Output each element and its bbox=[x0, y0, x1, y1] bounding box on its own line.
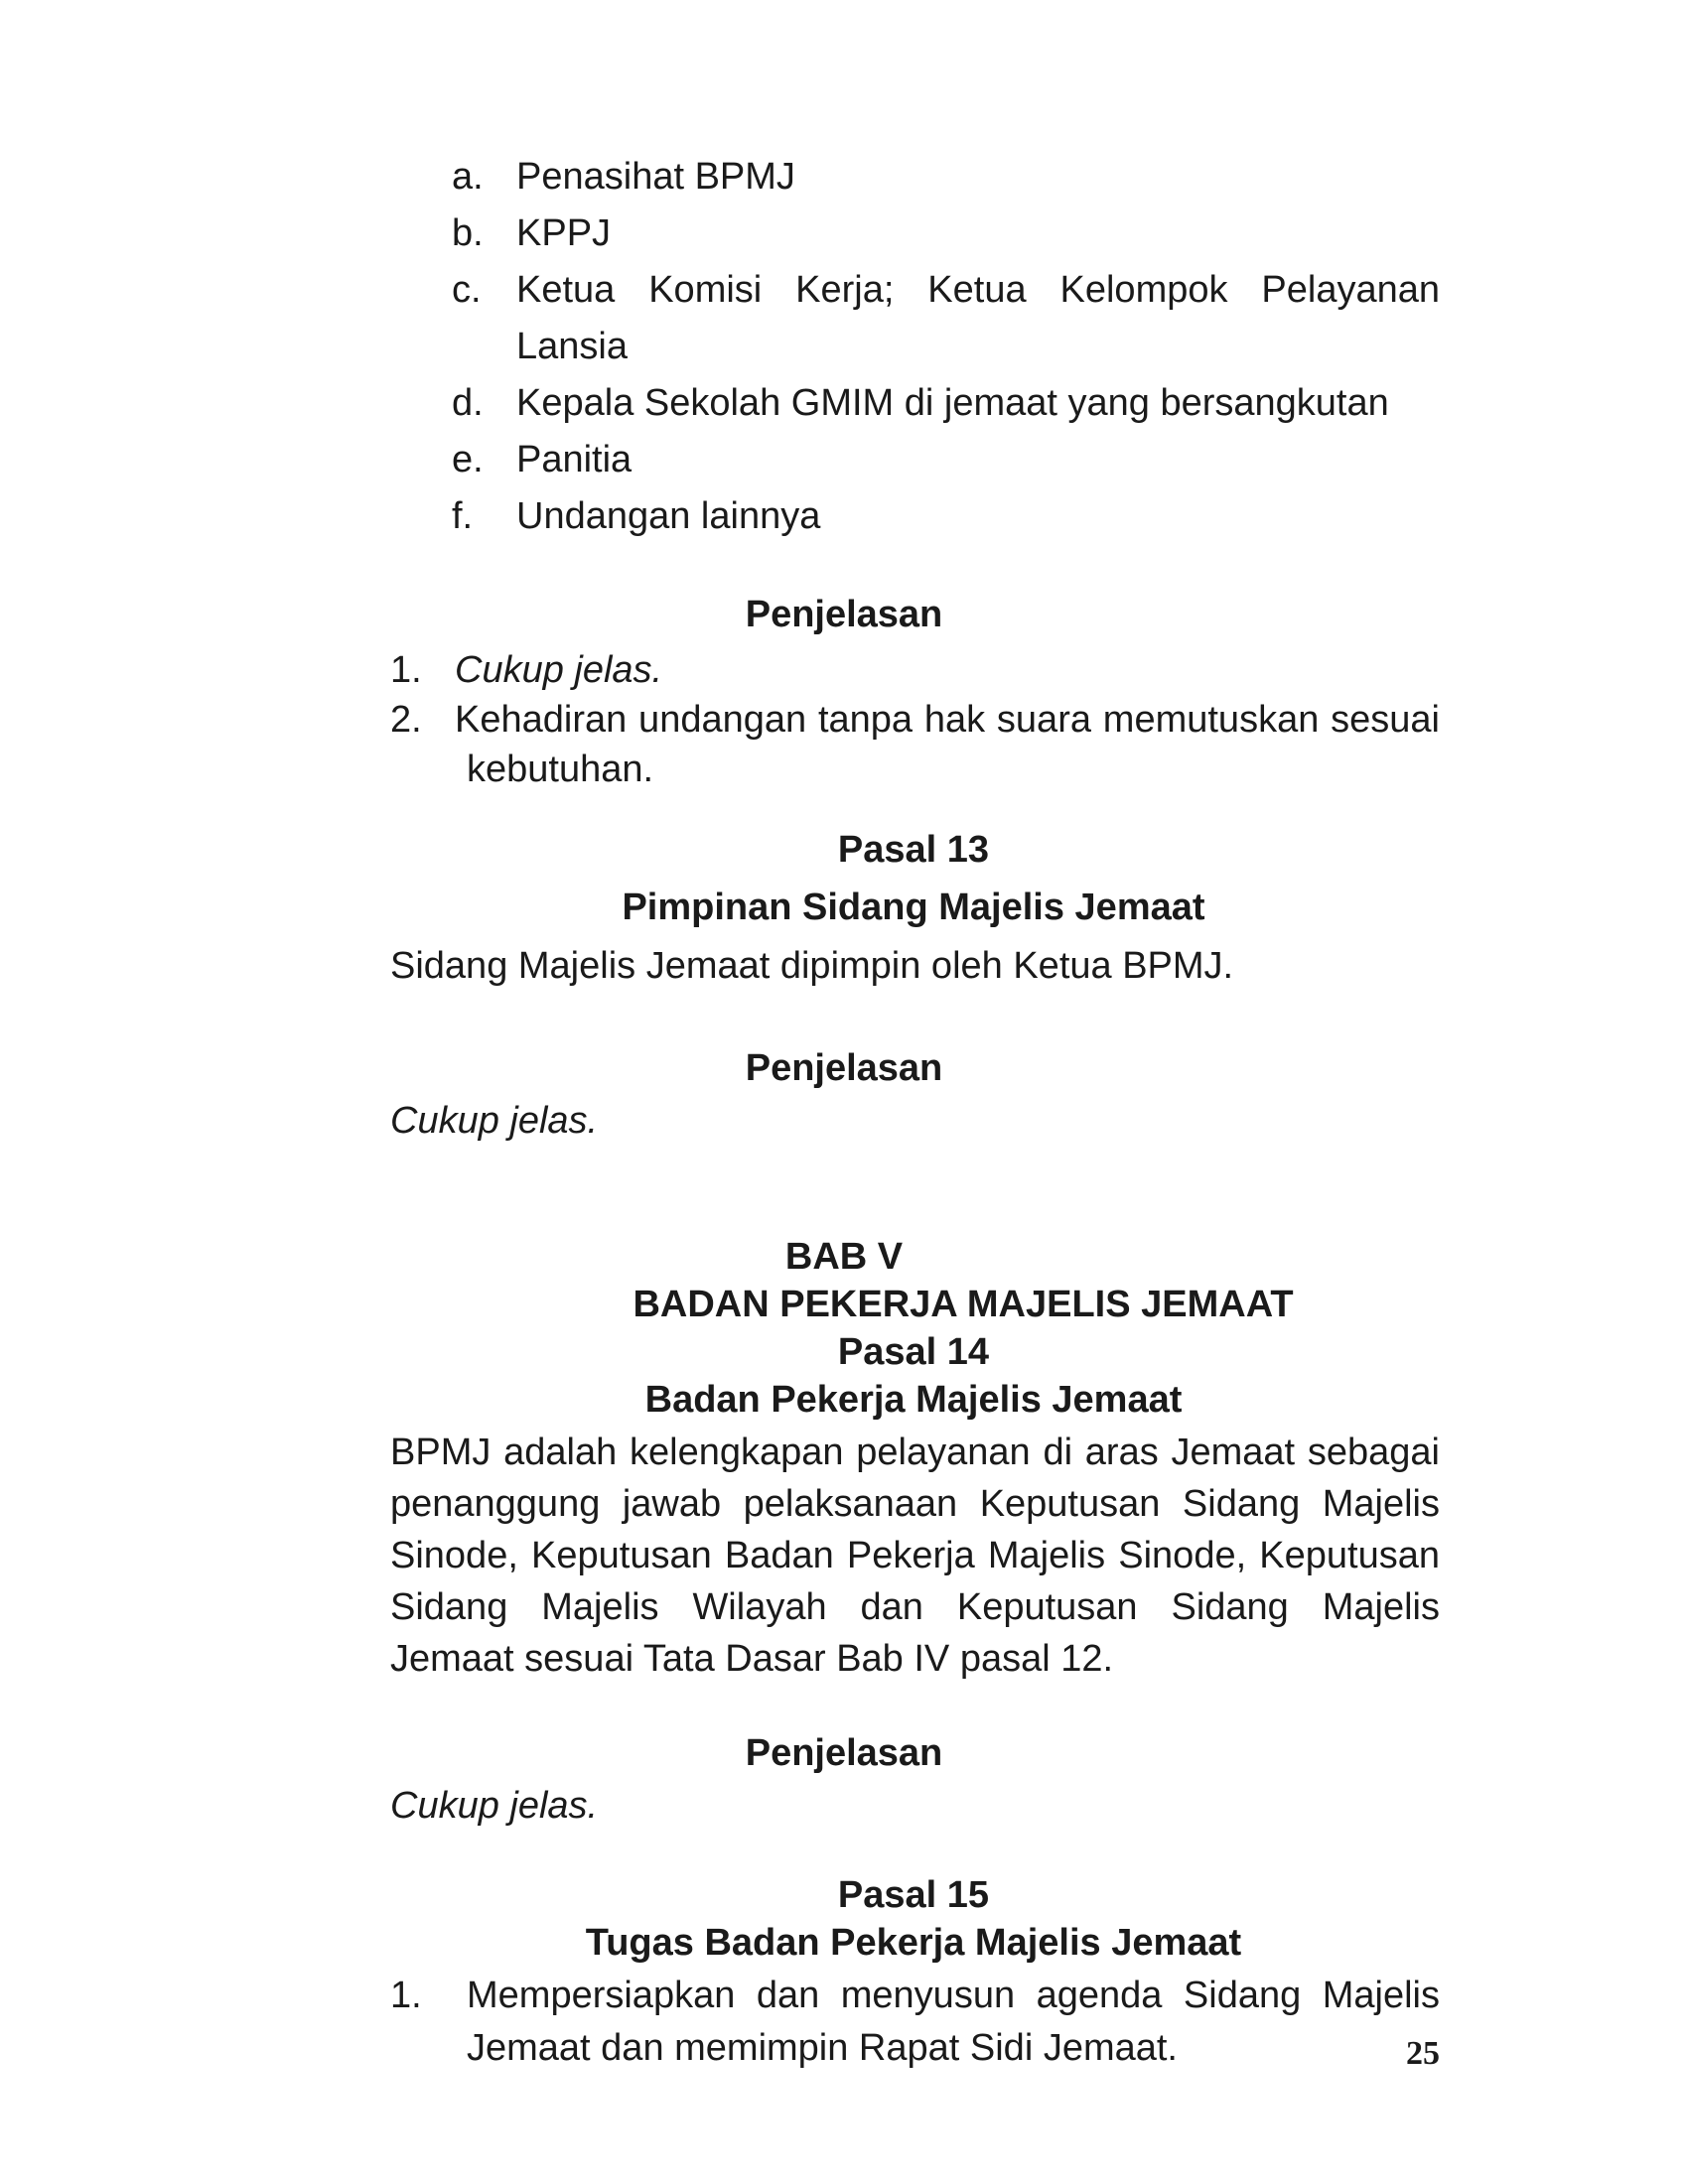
list-item bbox=[452, 205, 1440, 262]
body-line: Jemaat sesuai Tata Dasar Bab IV pasal 12. bbox=[390, 1638, 1114, 1680]
pasal-heading: Pasal 15 bbox=[837, 1874, 990, 1916]
chapter-title: BADAN PEKERJA MAJELIS JEMAAT bbox=[633, 1284, 1294, 1325]
list-item-text: Kehadiran undangan tanpa hak suara memutuskan sesuai bbox=[455, 699, 1440, 741]
list-item-text: Penasihat BPMJ bbox=[516, 156, 795, 198]
list-item bbox=[452, 262, 1440, 375]
pasal-title: Badan Pekerja Majelis Jemaat bbox=[644, 1379, 1183, 1421]
list-item-text-continued: kebutuhan. bbox=[467, 749, 654, 790]
list-item-text-continued: Lansia bbox=[516, 326, 628, 367]
invitee-list bbox=[452, 149, 1440, 545]
list-marker: 2. bbox=[390, 699, 422, 741]
list-marker: d. bbox=[452, 382, 484, 424]
list-marker: e. bbox=[452, 439, 484, 480]
list-item-text: Kepala Sekolah GMIM di jemaat yang bersangkutan bbox=[516, 382, 1389, 424]
list-item-text: KPPJ bbox=[516, 212, 612, 254]
list-item-text: Cukup jelas. bbox=[455, 649, 663, 691]
list-item-text: Panitia bbox=[516, 439, 633, 480]
pasal-title: Pimpinan Sidang Majelis Jemaat bbox=[622, 887, 1205, 928]
list-item bbox=[390, 1970, 1440, 2075]
chapter-heading: BAB V bbox=[784, 1236, 904, 1278]
list-marker: c. bbox=[452, 269, 482, 311]
body-line: penanggung jawab pelaksanaan Keputusan Sidang Majelis bbox=[390, 1483, 1440, 1525]
penjelasan-text: Cukup jelas. bbox=[390, 1785, 599, 1827]
list-marker: b. bbox=[452, 212, 484, 254]
list-item bbox=[390, 695, 1440, 794]
list-item-text-continued: Jemaat dan memimpin Rapat Sidi Jemaat. bbox=[467, 2027, 1178, 2069]
pasal-body: Sidang Majelis Jemaat dipimpin oleh Ketua BPMJ. bbox=[390, 945, 1234, 987]
list-item-text: Mempersiapkan dan menyusun agenda Sidang Majelis bbox=[467, 1975, 1440, 2016]
penjelasan-list bbox=[390, 645, 1440, 794]
list-item bbox=[452, 488, 1440, 545]
penjelasan-heading: Penjelasan bbox=[745, 1047, 943, 1089]
penjelasan-heading: Penjelasan bbox=[745, 1732, 943, 1774]
pasal-heading: Pasal 13 bbox=[837, 829, 990, 871]
page-number: 25 bbox=[1406, 2035, 1440, 2072]
list-item-text: Undangan lainnya bbox=[516, 495, 821, 537]
penjelasan-text: Cukup jelas. bbox=[390, 1100, 599, 1142]
body-line: Sinode, Keputusan Badan Pekerja Majelis Sinode, Keputusan bbox=[390, 1535, 1440, 1576]
list-item bbox=[452, 432, 1440, 488]
body-line: BPMJ adalah kelengkapan pelayanan di aras Jemaat sebagai bbox=[390, 1432, 1440, 1473]
list-item bbox=[452, 149, 1440, 205]
list-marker: a. bbox=[452, 156, 484, 198]
pasal-heading: Pasal 14 bbox=[837, 1331, 990, 1373]
pasal-body bbox=[390, 1427, 1440, 1685]
duties-list bbox=[390, 1970, 1440, 2075]
list-item-text: Ketua Komisi Kerja; Ketua Kelompok Pelayanan bbox=[516, 269, 1440, 311]
pasal-title: Tugas Badan Pekerja Majelis Jemaat bbox=[585, 1922, 1242, 1964]
list-marker: 1. bbox=[390, 649, 422, 691]
list-item bbox=[452, 375, 1440, 432]
list-item bbox=[390, 645, 1440, 695]
list-marker: 1. bbox=[390, 1975, 422, 2016]
list-marker: f. bbox=[452, 495, 474, 537]
penjelasan-heading: Penjelasan bbox=[745, 594, 943, 635]
body-line: Sidang Majelis Wilayah dan Keputusan Sidang Majelis bbox=[390, 1586, 1440, 1628]
